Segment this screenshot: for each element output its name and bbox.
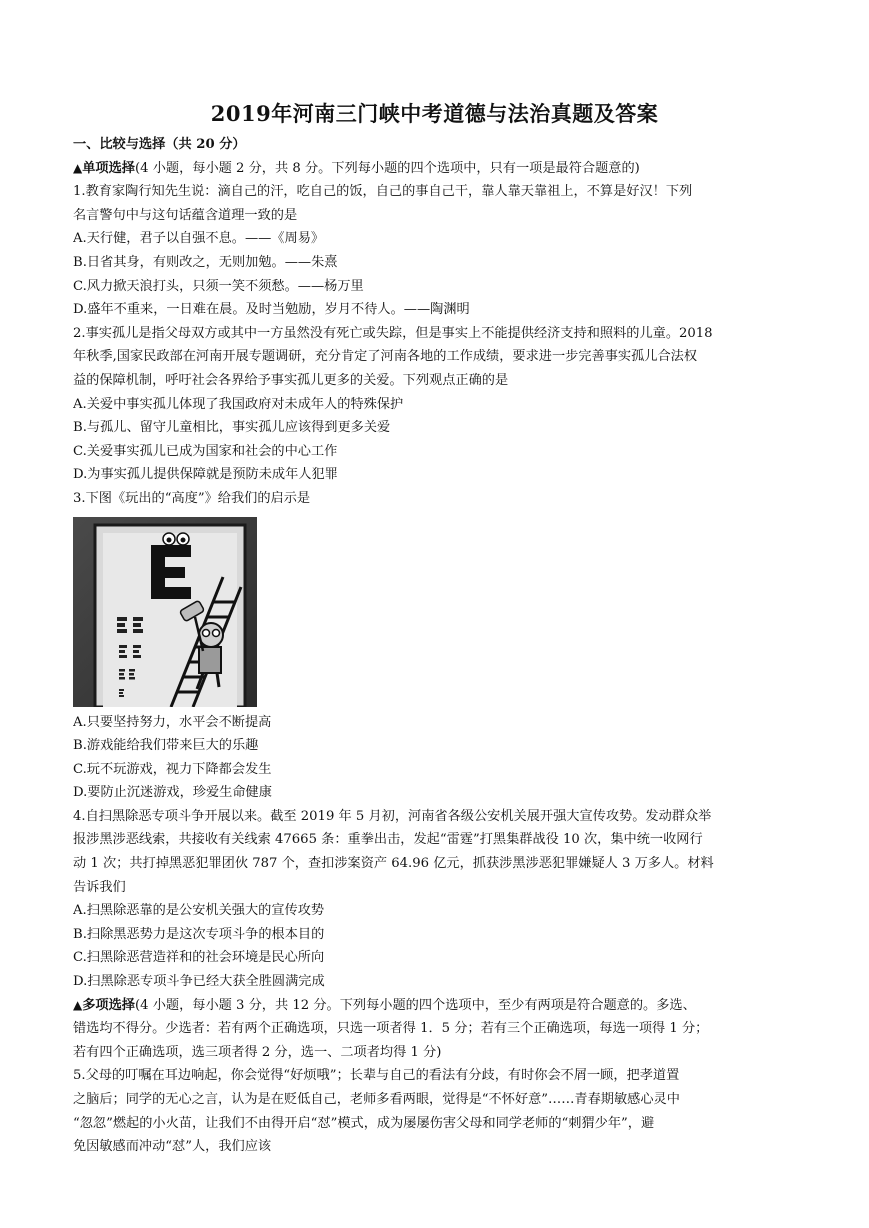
q1-option-a: A.天行健，君子以自强不息。——《周易》 [73,231,325,247]
cartoon-figure [73,517,257,707]
multi-choice-label: 多项选择 [82,997,135,1013]
multi-choice-instructions [73,994,801,1018]
q4-option-c: C.扫黑除恶营造祥和的社会环境是民心所向 [73,950,325,966]
q2-option-a: A.关爱中事实孤儿体现了我国政府对未成年人的特殊保护 [73,396,404,412]
single-choice-instructions [73,157,801,181]
q4-option-a: A.扫黑除恶靠的是公安机关强大的宣传攻势 [73,903,325,919]
q2-option-d: D.为事实孤儿提供保障就是预防未成年人犯罪 [73,467,338,483]
q1-stem-line: 名言警句中与这句话蕴含道理一致的是 [73,207,298,223]
single-choice-label: 单项选择 [82,160,135,176]
q4-stem-line: 告诉我们 [73,879,126,895]
q3-option-d: D.要防止沉迷游戏，珍爱生命健康 [73,785,272,801]
page-title: 2019年河南三门峡中考道德与法治真题及答案 [210,101,659,126]
eye-chart-cartoon [73,517,257,707]
q2-option-c: C.关爱事实孤儿已成为国家和社会的中心工作 [73,443,338,459]
q2-stem-line: 益的保障机制，呼吁社会各界给予事实孤儿更多的关爱。下列观点正确的是 [73,372,509,388]
q1-option-d: D.盛年不重来，一日难在晨。及时当勉励，岁月不待人。——陶渊明 [73,302,470,318]
q1-stem-line: 1.教育家陶行知先生说：滴自己的汗，吃自己的饭，自己的事自己干，靠人靠天靠祖上，不算是好汉！下列 [73,184,693,200]
q1-option-b: B.日省其身，有则改之，无则加勉。——朱熹 [73,254,338,270]
q5-stem-line: 5.父母的叮嘱在耳边响起，你会觉得“好烦哦”；长辈与自己的看法有分歧，有时你会不屑一顾，把孝道置 [73,1068,680,1084]
multi-choice-rule-line: 若有四个正确选项，选三项者得 2 分，选一、二项者均得 1 分) [73,1044,442,1060]
multi-choice-rule-line: 错选均不得分。少选者：若有两个正确选项，只选一项者得 1．5 分；若有三个正确选项，每选一项得 1 分； [73,1021,709,1037]
q4-option-d: D.扫黑除恶专项斗争已经大获全胜圆满完成 [73,974,325,990]
q3-stem: 3.下图《玩出的“高度”》给我们的启示是 [73,490,311,506]
q4-stem-line: 4.自扫黑除恶专项斗争开展以来。截至 2019 年 5 月初，河南省各级公安机关展开强大宣传攻势。发动群众举 [73,808,712,824]
q3-option-c: C.玩不玩游戏，视力下降都会发生 [73,761,272,777]
q5-stem-line: “忽忽”燃起的小火苗，让我们不由得开启“怼”模式，成为屡屡伤害父母和同学老师的“刺猬少年”，避 [73,1115,655,1131]
big-e-letter [151,545,191,599]
q2-stem-line: 2.事实孤儿是指父母双方或其中一方虽然没有死亡或失踪，但是事实上不能提供经济支持和照料的儿童。2018 [73,325,713,341]
single-choice-rule: (4 小题，每小题 2 分，共 8 分。下列每小题的四个选项中，只有一项是最符合题意的) [134,160,640,176]
q4-stem-line: 动 1 次；共打掉黑恶犯罪团伙 787 个，查扣涉案资产 64.96 亿元，抓获涉黑涉恶犯罪嫌疑人 3 万多人。材料 [73,856,714,872]
q2-stem-line: 年秋季,国家民政部在河南开展专题调研，充分肯定了河南各地的工作成绩，要求进一步完善事实孤儿合法权 [73,349,698,365]
q3-option-b: B.游戏能给我们带来巨大的乐趣 [73,738,259,754]
q5-stem-line: 免因敏感而冲动“怼”人，我们应该 [73,1139,272,1155]
multi-choice-rule: (4 小题，每小题 3 分，共 12 分。下列每小题的四个选项中，至少有两项是符合题意的。多选、 [134,997,696,1013]
q3-option-a: A.只要坚持努力，水平会不断提高 [73,714,272,730]
exam-body [73,133,801,1159]
triangle-icon: ▲ [73,160,83,175]
q4-stem-line: 报涉黑涉恶线索，共接收有关线索 47665 条：重拳出击，发起“雷霆”打黑集群战役 10 次，集中统一收网行 [73,832,703,848]
section-heading: 一、比较与选择（共 20 分） [73,137,246,152]
q4-option-b: B.扫除黑恶势力是这次专项斗争的根本目的 [73,926,325,942]
triangle-icon: ▲ [73,997,83,1012]
q2-option-b: B.与孤儿、留守儿童相比，事实孤儿应该得到更多关爱 [73,420,391,436]
q1-option-c: C.风力掀天浪打头，只须一笑不须愁。——杨万里 [73,278,364,294]
q5-stem-line: 之脑后；同学的无心之言，认为是在贬低自己，老师多看两眼，觉得是“不怀好意”……青春期敏感心灵中 [73,1092,680,1107]
